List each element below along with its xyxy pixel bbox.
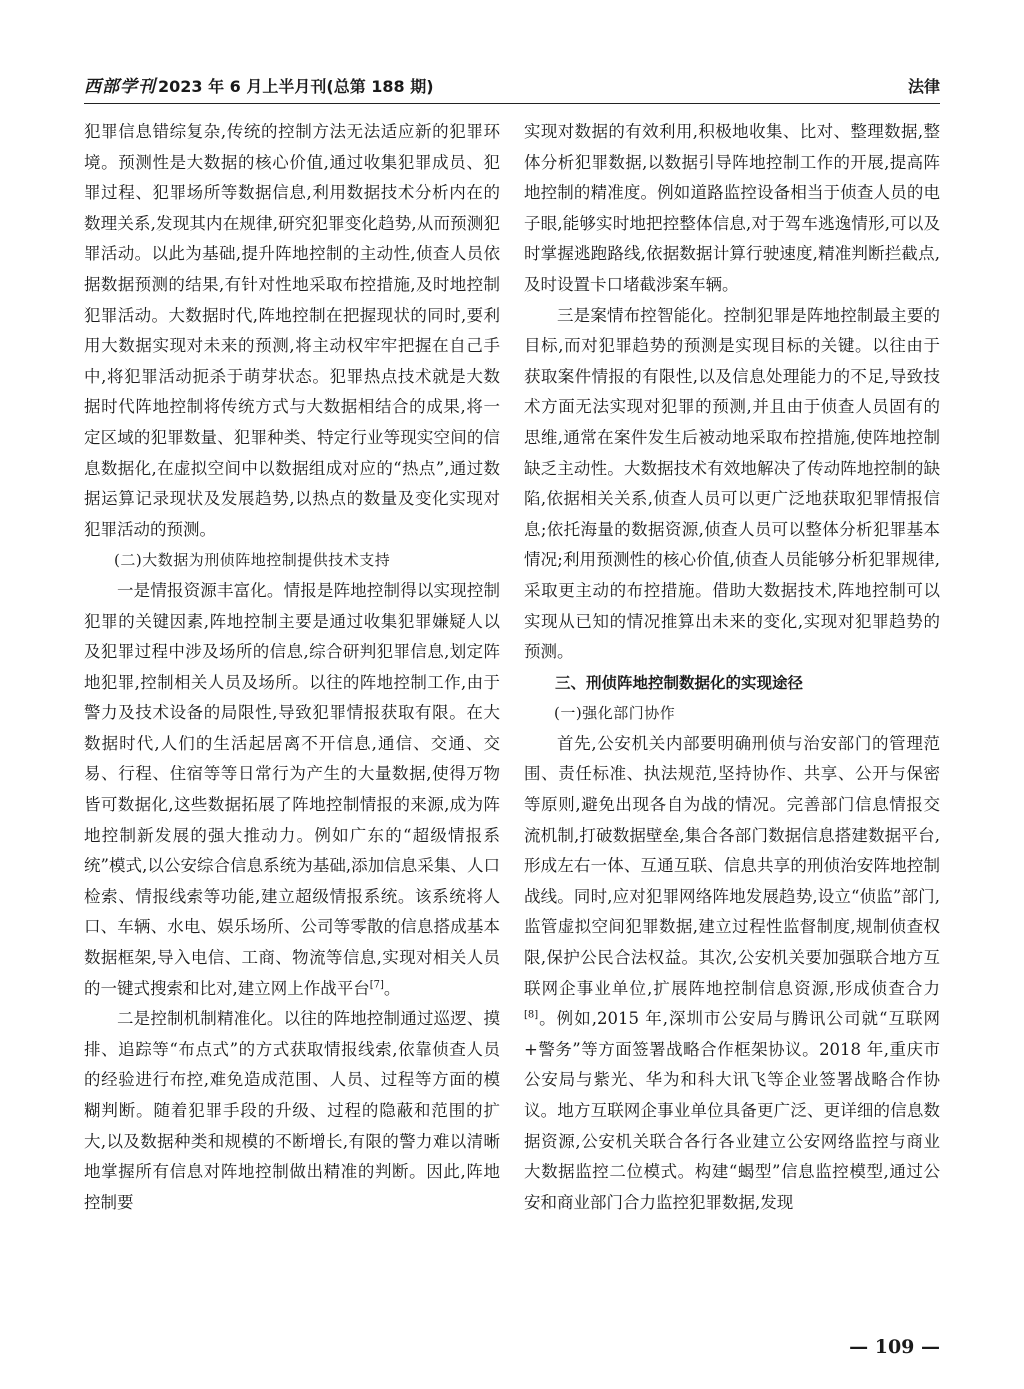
paragraph-text: 。例如,2015 年,深圳市公安局与腾讯公司就“互联网+警务”等方面签署战略合作框架协议。2018 年,重庆市公安局与紫光、华为和科大讯飞等企业签署战略合作协议。地方互联网企事业单位具备更广泛、更详细的信息数据资源,公安机关联合各行各业建立公安网络监控与商业大数据监控二位模式。构建“蝎型”信息监控模型,通过公安和商业部门合力监控犯罪数据,发现 (524, 1009, 940, 1212)
journal-logo: 西部学刊 (84, 77, 156, 97)
paragraph (84, 576, 500, 1004)
paragraph-text: 一是情报资源丰富化。情报是阵地控制得以实现控制犯罪的关键因素,阵地控制主要是通过收集犯罪嫌疑人以及犯罪过程中涉及场所的信息,综合研判犯罪信息,划定阵地犯罪,控制相关人员及场所。以往的阵地控制工作,由于警力及技术设备的局限性,导致犯罪情报获取有限。在大数据时代,人们的生活起居离不开信息,通信、交通、交易、行程、住宿等等日常行为产生的大量数据,使得万物皆可数据化,这些数据拓展了阵地控制情报的来源,成为阵地控制新发展的强大推动力。例如广东的“超级情报系统”模式,以公安综合信息系统为基础,添加信息采集、人口检索、情报线索等功能,建立超级情报系统。该系统将人口、车辆、水电、娱乐场所、公司等零散的信息搭成基本数据框架,导入电信、工商、物流等信息,实现对相关人员的一键式搜索和比对,建立网上作战平台 (84, 580, 500, 998)
subsection-heading: (一)强化部门协作 (554, 704, 676, 723)
paragraph: 二是控制机制精准化。以往的阵地控制通过巡逻、摸排、追踪等“布点式”的方式获取情报线索,依靠侦查人员的经验进行布控,难免造成范围、人员、过程等方面的模糊判断。随着犯罪手段的升级、过程的隐蔽和范围的扩大,以及数据种类和规模的不断增长,有限的警力难以清晰地掌握所有信息对阵地控制做出精准的判断。因此,阵地控制要 (84, 1009, 500, 1212)
header-rule (84, 103, 940, 104)
citation: [7] (369, 979, 384, 991)
paragraph-end: 。 (383, 978, 401, 998)
paragraph-text: 首先,公安机关内部要明确刑侦与治安部门的管理范围、责任标准、执法规范,坚持协作、共享、公开与保密等原则,避免出现各自为战的情况。完善部门信息情报交流机制,打破数据壁垒,集合各部门数据信息搭建数据平台,形成左右一体、互通互联、信息共享的刑侦治安阵地控制战线。同时,应对犯罪网络阵地发展趋势,设立“侦监”部门,监管虚拟空间犯罪数据,建立过程性监督制度,规制侦查权限,保护公民合法权益。其次,公安机关要加强联合地方互联网企事业单位,扩展阵地控制信息资源,形成侦查合力 (524, 733, 940, 998)
citation: [8] (524, 1009, 539, 1021)
paragraph: 犯罪信息错综复杂,传统的控制方法无法适应新的犯罪环境。预测性是大数据的核心价值,通过收集犯罪成员、犯罪过程、犯罪场所等数据信息,利用数据技术分析内在的数理关系,发现其内在规律,研究犯罪变化趋势,从而预测犯罪活动。以此为基础,提升阵地控制的主动性,侦查人员依据数据预测的结果,有针对性地采取布控措施,及时地控制犯罪活动。大数据时代,阵地控制在把握现状的同时,要利用大数据实现对未来的预测,将主动权牢牢把握在自己手中,将犯罪活动扼杀于萌芽状态。犯罪热点技术就是大数据时代阵地控制将传统方式与大数据相结合的成果,将一定区域的犯罪数量、犯罪种类、特定行业等现实空间的信息数据化,在虚拟空间中以数据组成对应的“热点”,通过数据运算记录现状及发展趋势,以热点的数量及变化实现对犯罪活动的预测。 (84, 122, 500, 539)
left-column (84, 117, 500, 1301)
paragraph: 实现对数据的有效利用,积极地收集、比对、整理数据,整体分析犯罪数据,以数据引导阵地控制工作的开展,提高阵地控制的精准度。例如道路监控设备相当于侦查人员的电子眼,能够实时地把控整体信息,对于驾车逃逸情形,可以及时掌握逃跑路线,依据数据计算行驶速度,精准判断拦截点,及时设置卡口堵截涉案车辆。 (524, 122, 940, 294)
right-column (524, 117, 940, 1301)
subsection-heading: (二)大数据为刑侦阵地控制提供技术支持 (114, 551, 391, 570)
section-label: 法律 (907, 77, 940, 96)
page-number: — 109 — (849, 1336, 940, 1358)
paragraph: 三是案情布控智能化。控制犯罪是阵地控制最主要的目标,而对犯罪趋势的预测是实现目标的关键。以往由于获取案件情报的有限性,以及信息处理能力的不足,导致技术方面无法实现对犯罪的预测,并且由于侦查人员固有的思维,通常在案件发生后被动地采取布控措施,使阵地控制缺乏主动性。大数据技术有效地解决了传动阵地控制的缺陷,依据相关关系,侦查人员可以更广泛地获取犯罪情报信息;依托海量的数据资源,侦查人员可以整体分析犯罪基本情况;利用预测性的核心价值,侦查人员能够分析犯罪规律,采取更主动的布控措施。借助大数据技术,阵地控制可以实现从已知的情况推算出未来的变化,实现对犯罪趋势的预测。 (524, 305, 940, 662)
running-header (84, 74, 940, 100)
issue-info: 2023 年 6 月上半月刊(总第 188 期) (158, 77, 434, 96)
paragraph (524, 729, 940, 1219)
section-heading: 三、刑侦阵地控制数据化的实现途径 (555, 673, 804, 692)
